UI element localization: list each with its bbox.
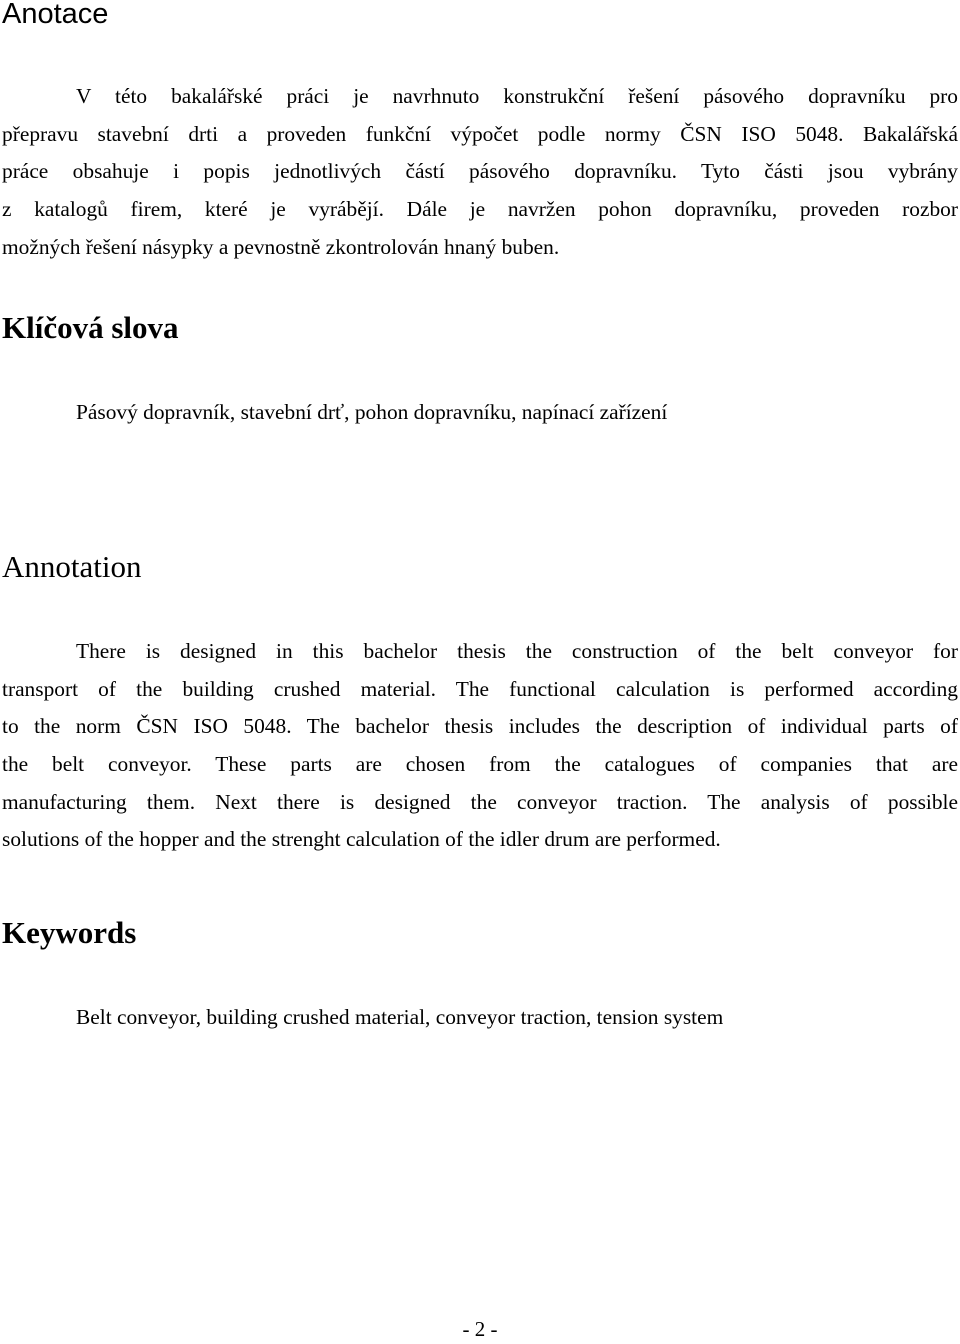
anotace-line: práce obsahuje i popis jednotlivých částí pásového dopravníku. Tyto části jsou vybrány bbox=[2, 159, 958, 184]
annotation-line: There is designed in this bachelor thesis the construction of the belt conveyor for bbox=[76, 639, 958, 663]
annotation-line: transport of the building crushed material. The functional calculation is performed according bbox=[2, 676, 958, 701]
annotation-heading: Annotation bbox=[2, 549, 142, 584]
annotation-line: the belt conveyor. These parts are chosen from the catalogues of companies that are bbox=[2, 752, 958, 777]
anotace-line: z katalogů firem, které je vyrábějí. Dále je navržen pohon dopravníku, proveden rozbor bbox=[2, 197, 958, 222]
klicova-slova-text: Pásový dopravník, stavební drť, pohon dopravníku, napínací zařízení bbox=[76, 400, 668, 424]
annotation-line: solutions of the hopper and the strenght calculation of the idler drum are performed. bbox=[2, 827, 721, 852]
keywords-heading: Keywords bbox=[2, 915, 137, 950]
annotation-line: manufacturing them. Next there is designed the conveyor traction. The analysis of possible bbox=[2, 789, 958, 814]
anotace-line: V této bakalářské práci je navrhnuto konstrukční řešení pásového dopravníku pro bbox=[76, 84, 958, 108]
anotace-heading: Anotace bbox=[2, 0, 109, 30]
klicova-slova-heading: Klíčová slova bbox=[2, 310, 179, 345]
annotation-line: to the norm ČSN ISO 5048. The bachelor thesis includes the description of individual parts of bbox=[2, 714, 958, 739]
anotace-line: přepravu stavební drti a proveden funkční výpočet podle normy ČSN ISO 5048. Bakalářská bbox=[2, 121, 958, 146]
anotace-paragraph bbox=[2, 78, 958, 266]
annotation-paragraph bbox=[2, 633, 958, 859]
keywords-text: Belt conveyor, building crushed material, conveyor traction, tension system bbox=[76, 1005, 724, 1029]
page-number: - 2 - bbox=[462, 1317, 498, 1341]
anotace-line: možných řešení násypky a pevnostně zkontrolován hnaný buben. bbox=[2, 234, 560, 259]
